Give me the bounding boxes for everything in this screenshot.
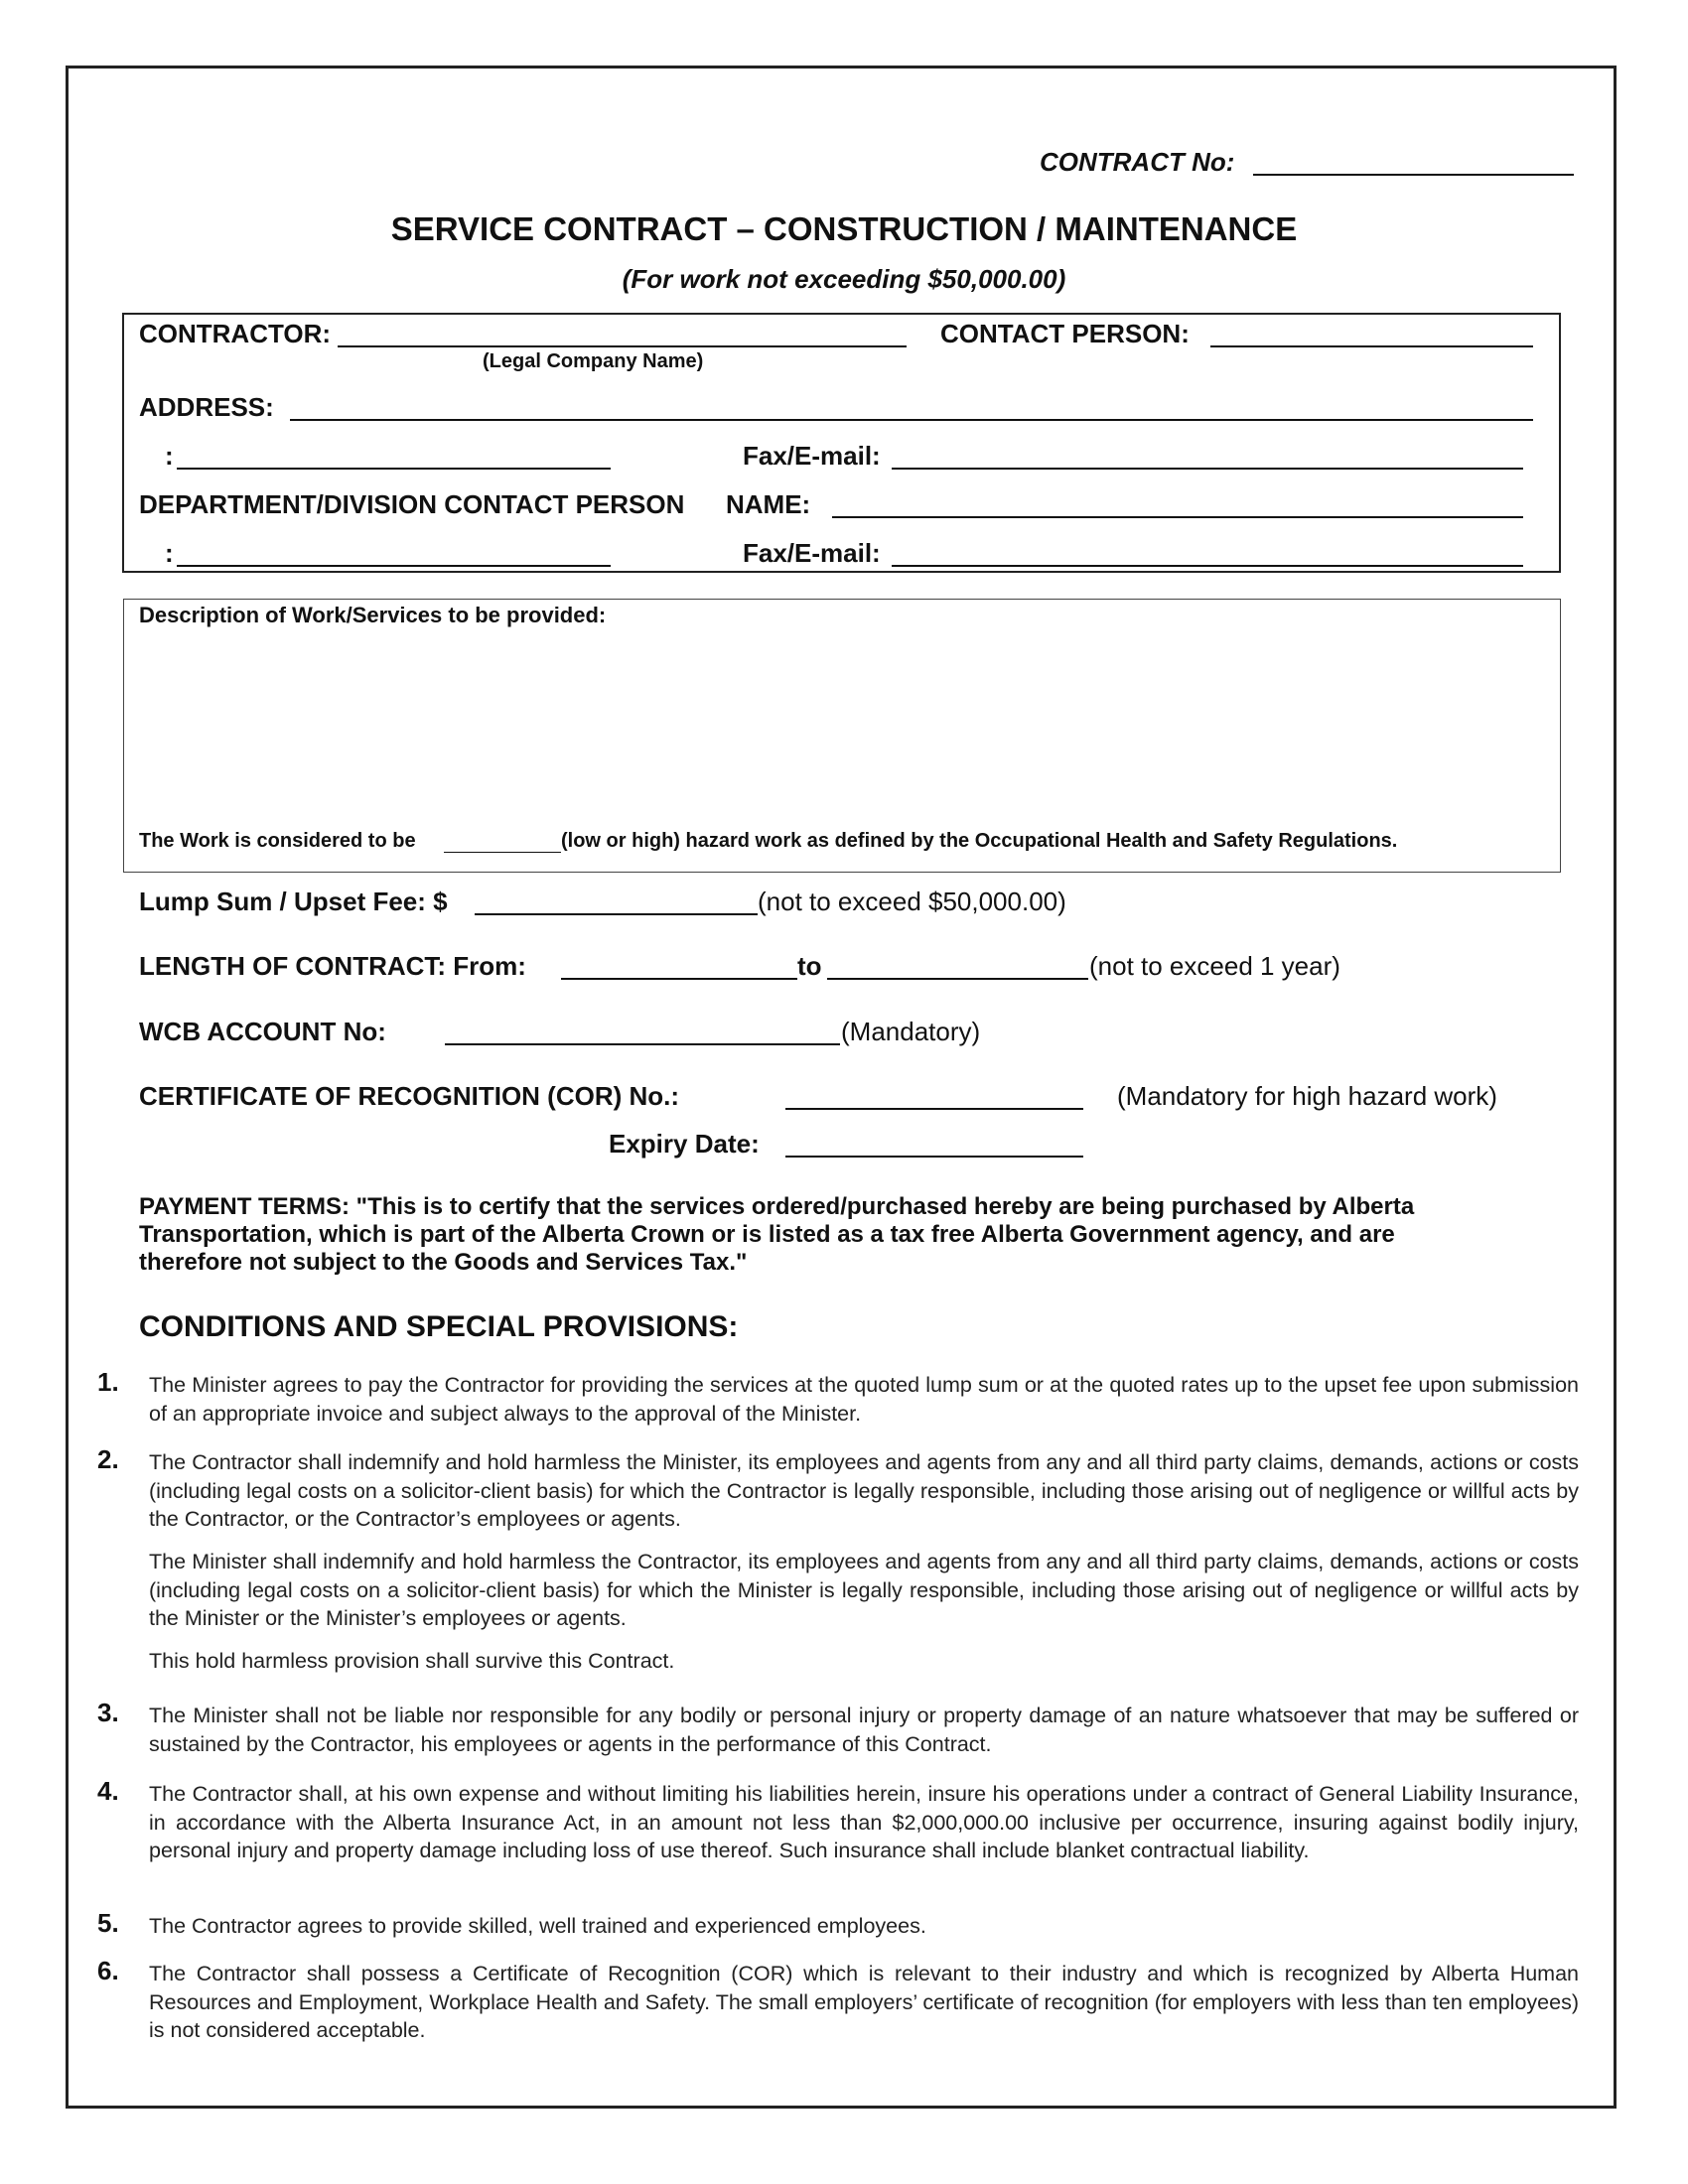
hazard-level-field[interactable] [444, 852, 561, 853]
fax-email-label-1: Fax/E-mail: [743, 441, 881, 471]
condition-number: 5. [97, 1908, 119, 1938]
hazard-suffix: (low or high) hazard work as defined by the Occupational Health and Safety Regulations. [561, 830, 1398, 852]
cor-label: CERTIFICATE OF RECOGNITION (COR) No.: [139, 1081, 680, 1111]
contact-person-field[interactable] [1210, 345, 1533, 347]
condition-text: The Contractor shall, at his own expense and without limiting his liabilities herein, insure his operations under a contract of General Liability Insurance, in accordance with the Alberta Insurance Act, in an amount not less than $2,000,000.00 inclusive per occurrence, insuring against bodily injury, personal injury and property damage including loss of use thereof. Such insurance shall include blanket contractual liability. [149, 1782, 1579, 1862]
contact-person-label: CONTACT PERSON: [940, 319, 1190, 348]
expiry-field[interactable] [785, 1156, 1083, 1158]
fax-email-field-1[interactable] [892, 468, 1523, 470]
hazard-prefix: The Work is considered to be [139, 830, 416, 852]
contractor-field[interactable] [338, 345, 907, 347]
page-subtitle: (For work not exceeding $50,000.00) [622, 264, 1066, 294]
lump-sum-label: Lump Sum / Upset Fee: $ [139, 887, 448, 916]
condition-number: 1. [97, 1367, 119, 1397]
phone-field-2[interactable] [177, 565, 611, 567]
payment-terms-line2: Transportation, which is part of the Alberta Crown or is listed as a tax free Alberta Government agency, and are [139, 1221, 1395, 1248]
condition-number: 4. [97, 1776, 119, 1806]
length-note: (not to exceed 1 year) [1089, 951, 1340, 981]
contractor-label: CONTRACTOR: [139, 319, 332, 348]
condition-text-3: This hold harmless provision shall survive this Contract. [149, 1649, 675, 1673]
contract-no-field[interactable] [1253, 174, 1574, 176]
length-to-label: to [797, 951, 822, 981]
condition-text: The Contractor agrees to provide skilled, well trained and experienced employees. [149, 1914, 926, 1938]
lump-sum-note: (not to exceed $50,000.00) [758, 887, 1066, 916]
page-title: SERVICE CONTRACT – CONSTRUCTION / MAINTENANCE [390, 210, 1298, 247]
condition-text: The Minister shall not be liable nor responsible for any bodily or personal injury or property damage of an nature whatsoever that may be suffered or sustained by the Contractor, his employees or agents in the performance of this Contract. [149, 1704, 1579, 1756]
payment-terms-line3: therefore not subject to the Goods and Services Tax." [139, 1249, 748, 1276]
dept-contact-label: DEPARTMENT/DIVISION CONTACT PERSON [139, 489, 685, 519]
length-from-field[interactable] [561, 978, 797, 980]
wcb-label: WCB ACCOUNT No: [139, 1017, 386, 1046]
payment-terms-line1: PAYMENT TERMS: "This is to certify that the services ordered/purchased hereby are being purchased by Alberta [139, 1193, 1415, 1220]
contract-no-label: CONTRACT No: [1040, 147, 1235, 177]
wcb-field[interactable] [445, 1043, 840, 1045]
phone-label-1: : [165, 441, 174, 471]
expiry-label: Expiry Date: [609, 1129, 760, 1159]
address-field[interactable] [290, 419, 1533, 421]
description-label: Description of Work/Services to be provided: [139, 603, 607, 627]
name-label: NAME: [726, 489, 811, 519]
legal-company-name-hint: (Legal Company Name) [483, 350, 704, 372]
length-to-field[interactable] [827, 978, 1088, 980]
conditions-heading: CONDITIONS AND SPECIAL PROVISIONS: [139, 1310, 739, 1343]
lump-sum-field[interactable] [475, 913, 758, 915]
fax-email-field-2[interactable] [892, 565, 1523, 567]
dept-contact-name-field[interactable] [832, 516, 1523, 518]
cor-note: (Mandatory for high hazard work) [1117, 1081, 1497, 1111]
condition-text: The Contractor shall possess a Certificate of Recognition (COR) which is relevant to their industry and which is recognized by Alberta Human Resources and Employment, Workplace Health and Safety. The small employers’ certificate of recognition (for employers with less than ten employees) is not considered acceptable. [149, 1962, 1579, 2042]
condition-number: 3. [97, 1698, 119, 1727]
phone-label-2: : [165, 538, 174, 568]
condition-text: The Minister agrees to pay the Contractor for providing the services at the quoted lump sum or at the quoted rates up to the upset fee upon submission of an appropriate invoice and subject always to the approval of the Minister. [149, 1373, 1579, 1426]
condition-number: 2. [97, 1444, 119, 1474]
phone-field-1[interactable] [177, 468, 611, 470]
condition-number: 6. [97, 1956, 119, 1985]
condition-text: The Contractor shall indemnify and hold harmless the Minister, its employees and agents from any and all third party claims, demands, actions or costs (including legal costs on a solicitor-client basis) for which the Contractor is legally responsible, including those arising out of negligence or willful acts by the Contractor, or the Contractor’s employees or agents. [149, 1450, 1579, 1531]
cor-field[interactable] [785, 1108, 1083, 1110]
wcb-note: (Mandatory) [841, 1017, 981, 1046]
fax-email-label-2: Fax/E-mail: [743, 538, 881, 568]
address-label: ADDRESS: [139, 392, 274, 422]
condition-text-2: The Minister shall indemnify and hold harmless the Contractor, its employees and agents from any and all third party claims, demands, actions or costs (including legal costs on a solicitor-client basis) for which the Minister is legally responsible, including those arising out of negligence or willful acts by the Minister or the Minister’s employees or agents. [149, 1550, 1579, 1630]
length-label: LENGTH OF CONTRACT: From: [139, 951, 526, 981]
